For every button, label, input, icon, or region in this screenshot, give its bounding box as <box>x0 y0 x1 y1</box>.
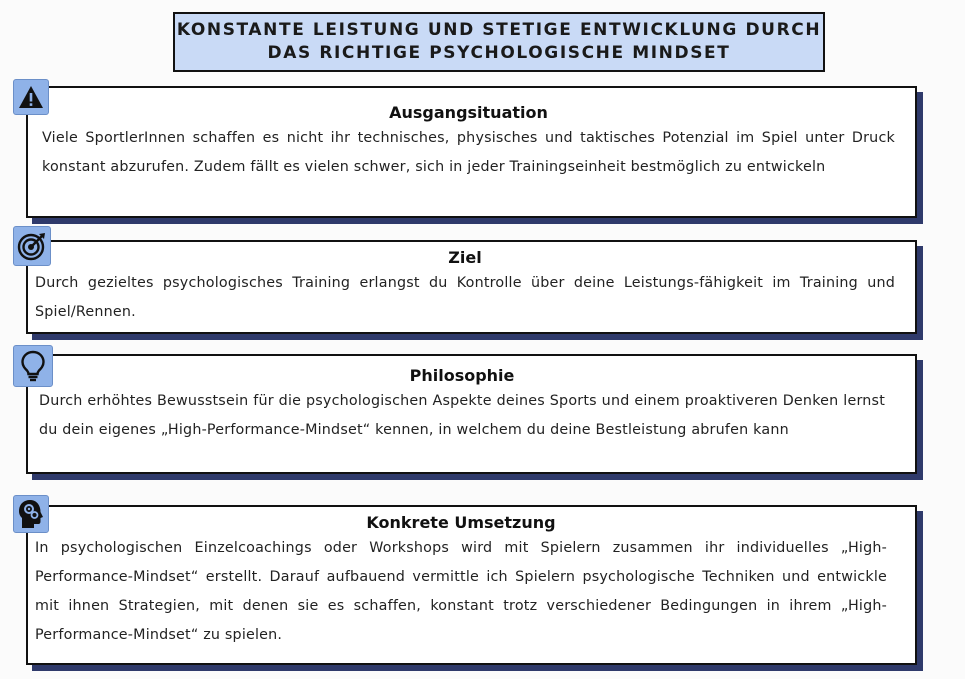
section-heading: Ziel <box>448 248 482 267</box>
section-heading: Philosophie <box>409 366 515 385</box>
section-text: Durch gezieltes psychologisches Training erlangst du Kontrolle über deine Leistungs-fähigkeit im Training und Spiel/Rennen. <box>35 275 895 320</box>
lightbulb-icon <box>13 345 53 387</box>
head-gears-icon <box>13 495 49 533</box>
section-text: In psychologischen Einzelcoachings oder Workshops wird mit Spielern zusammen ihr individuelles „High-Performance-Mindset“ erstellt. Darauf aufbauend vermittle ich Spielern psychologische Techniken und entwickle mit ihnen Strategien, mit denen sie es schaffen, konstant trotz verschiedener Bedingungen in ihrem „High-Performance-Mindset“ zu spielen. <box>35 540 887 643</box>
section-text: Durch erhöhtes Bewusstsein für die psychologischen Aspekte deines Sports und einem proaktiveren Denken lernst du dein eigenes „High-Performance-Mindset“ kennen, in welchem du deine Bestleistung abrufen kann <box>39 393 885 438</box>
page-title: KONSTANTE LEISTUNG UND STETIGE ENTWICKLUNG DURCH DAS RICHTIGE PSYCHOLOGISCHE MINDSET <box>173 12 825 72</box>
section-text: Viele SportlerInnen schaffen es nicht ihr technisches, physisches und taktisches Potenzial im Spiel unter Druck konstant abzurufen. Zudem fällt es vielen schwer, sich in jeder Trainingseinheit bestmöglich zu entwickeln <box>42 130 895 175</box>
section-card-konkrete-umsetzung <box>26 505 917 665</box>
section-card-ziel <box>26 240 917 334</box>
section-heading: Konkrete Umsetzung <box>366 513 556 532</box>
section-card-philosophie <box>26 354 917 474</box>
section-card-ausgangsituation <box>26 86 917 218</box>
target-icon <box>13 226 51 266</box>
section-heading: Ausgangsituation <box>389 103 548 122</box>
warning-icon <box>13 79 49 115</box>
